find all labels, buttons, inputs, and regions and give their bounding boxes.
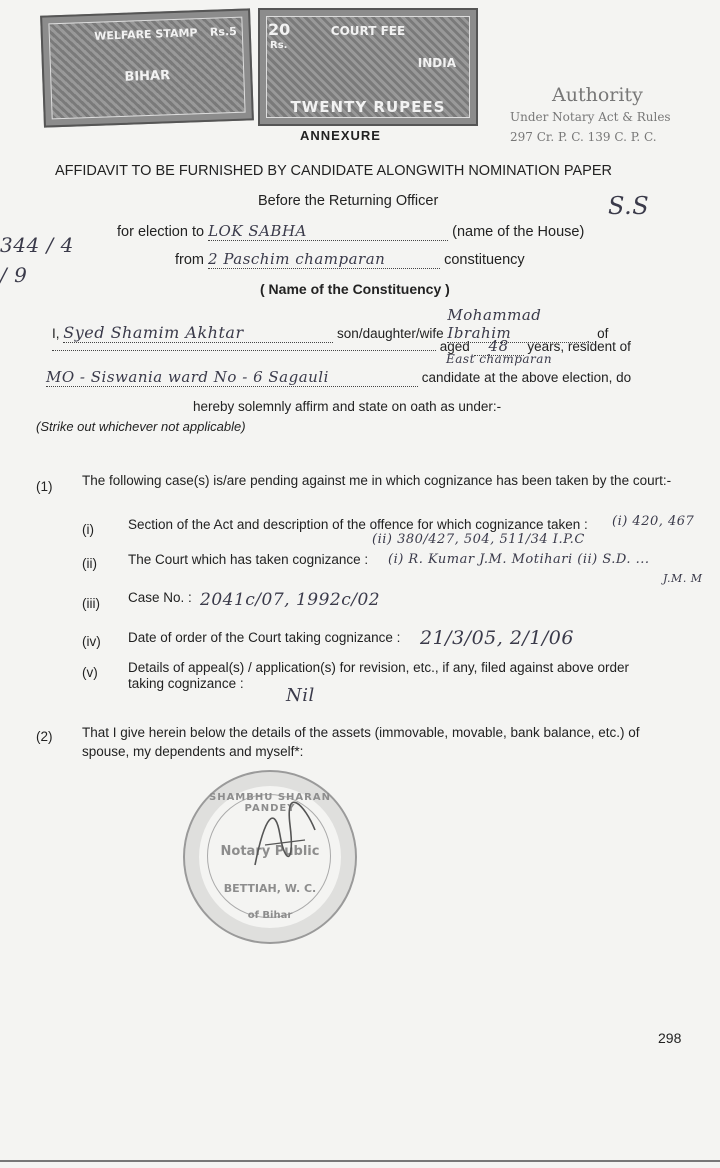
- election-line: [117, 222, 584, 241]
- item-iii-label: Case No. :: [128, 590, 192, 605]
- item-i-number: (i): [82, 522, 94, 537]
- years-label: years, resident of: [527, 339, 631, 354]
- relation-label: son/daughter/wife: [337, 326, 444, 341]
- right-initials: S.S: [608, 192, 650, 220]
- item-v-value: Nil: [286, 685, 315, 706]
- authority-line-2: 297 Cr. P. C. 139 C. P. C.: [510, 130, 657, 144]
- authority-title: Authority: [552, 84, 643, 106]
- court-fee-amount: TWENTY RUPEES: [290, 98, 446, 116]
- election-label: for election to: [117, 224, 205, 240]
- court-fee-stamp: [258, 8, 478, 126]
- item-i-value-2: (ii) 380/427, 504, 511/34 I.P.C: [372, 532, 585, 547]
- house-label: (name of the House): [452, 224, 585, 240]
- welfare-stamp-title: WELFARE STAMP: [93, 26, 198, 43]
- welfare-stamp: [40, 8, 254, 127]
- constituency-heading: ( Name of the Constituency ): [260, 281, 450, 297]
- address-value: MO - Siswania ward No - 6 Sagauli: [46, 368, 418, 387]
- item-iv-number: (iv): [82, 634, 101, 649]
- court-fee-title: COURT FEE: [330, 24, 406, 38]
- authority-line-1: Under Notary Act & Rules: [510, 110, 671, 124]
- seal-place: BETTIAH, W. C.: [223, 882, 317, 895]
- item-iii-number: (iii): [82, 596, 100, 611]
- constituency-label: constituency: [444, 252, 525, 268]
- court-fee-country: INDIA: [417, 56, 456, 70]
- form-title: AFFIDAVIT TO BE FURNISHED BY CANDIDATE ALONGWITH NOMINATION PAPER: [55, 163, 612, 179]
- father-name: Mohammad Ibrahim: [447, 306, 593, 343]
- left-margin-note: 344 / 4 / 9: [0, 233, 74, 287]
- item-iii-value: 2041c/07, 1992c/02: [200, 590, 381, 610]
- item-ii-number: (ii): [82, 556, 97, 571]
- candidate-label: candidate at the above election, do: [421, 370, 632, 385]
- seal-state: of Bihar: [247, 910, 293, 921]
- age-value: 48: [474, 337, 524, 356]
- item-ii-label: The Court which has taken cognizance :: [128, 552, 369, 567]
- strike-note: (Strike out whichever not applicable): [36, 419, 246, 434]
- court-fee-unit: Rs.: [270, 40, 288, 51]
- address-extra: East champaran: [446, 352, 553, 366]
- item-ii-value: (i) R. Kumar J.M. Motihari (ii) S.D. ...: [388, 552, 650, 567]
- age-blank: [52, 350, 436, 351]
- welfare-stamp-denomination: Rs.5: [209, 24, 238, 39]
- annexure-heading: ANNEXURE: [300, 128, 381, 143]
- item-i-label: Section of the Act and description of the offence for which cognizance taken :: [128, 517, 588, 532]
- affirm-line: hereby solemnly affirm and state on oath as under:-: [193, 399, 502, 414]
- item-i-value: (i) 420, 467: [612, 514, 695, 529]
- welfare-stamp-region: BIHAR: [124, 68, 171, 85]
- candidate-name: Syed Shamim Akhtar: [63, 323, 333, 343]
- item-iv-label: Date of order of the Court taking cognizance :: [128, 630, 401, 645]
- court-fee-value: 20: [268, 20, 291, 39]
- of-label: of: [597, 326, 609, 341]
- item-v-number: (v): [82, 665, 98, 680]
- before-line: Before the Returning Officer: [258, 193, 439, 209]
- page-number: 298: [658, 1030, 682, 1046]
- item-v-label: Details of appeal(s) / application(s) for revision, etc., if any, filed against above order taking cognizance :: [128, 660, 629, 691]
- from-label: from: [175, 252, 204, 268]
- seal-title: Notary Public: [220, 844, 320, 859]
- aged-label: aged: [439, 339, 470, 354]
- seal-name: SHAMBHU SHARAN PANDEY: [209, 792, 331, 814]
- constituency-line: [175, 250, 525, 269]
- item-ii-value-2: J.M. M: [663, 572, 703, 585]
- i-label: I,: [52, 326, 60, 341]
- election-value: LOK SABHA: [208, 222, 448, 241]
- section-1-number: (1): [36, 479, 53, 494]
- section-2-number: (2): [36, 729, 53, 744]
- scan-edge: [0, 1160, 720, 1162]
- constituency-value: 2 Paschim champaran: [208, 250, 440, 269]
- notary-signature: [235, 795, 325, 875]
- section-1-text: The following case(s) is/are pending against me in which cognizance has been taken by the court:-: [82, 473, 672, 488]
- address-line: [46, 368, 631, 387]
- item-iv-value: 21/3/05, 2/1/06: [420, 627, 574, 649]
- section-2-text: That I give herein below the details of the assets (immovable, movable, bank balance, etc.) of spouse, my dependents and myself*:: [82, 725, 640, 759]
